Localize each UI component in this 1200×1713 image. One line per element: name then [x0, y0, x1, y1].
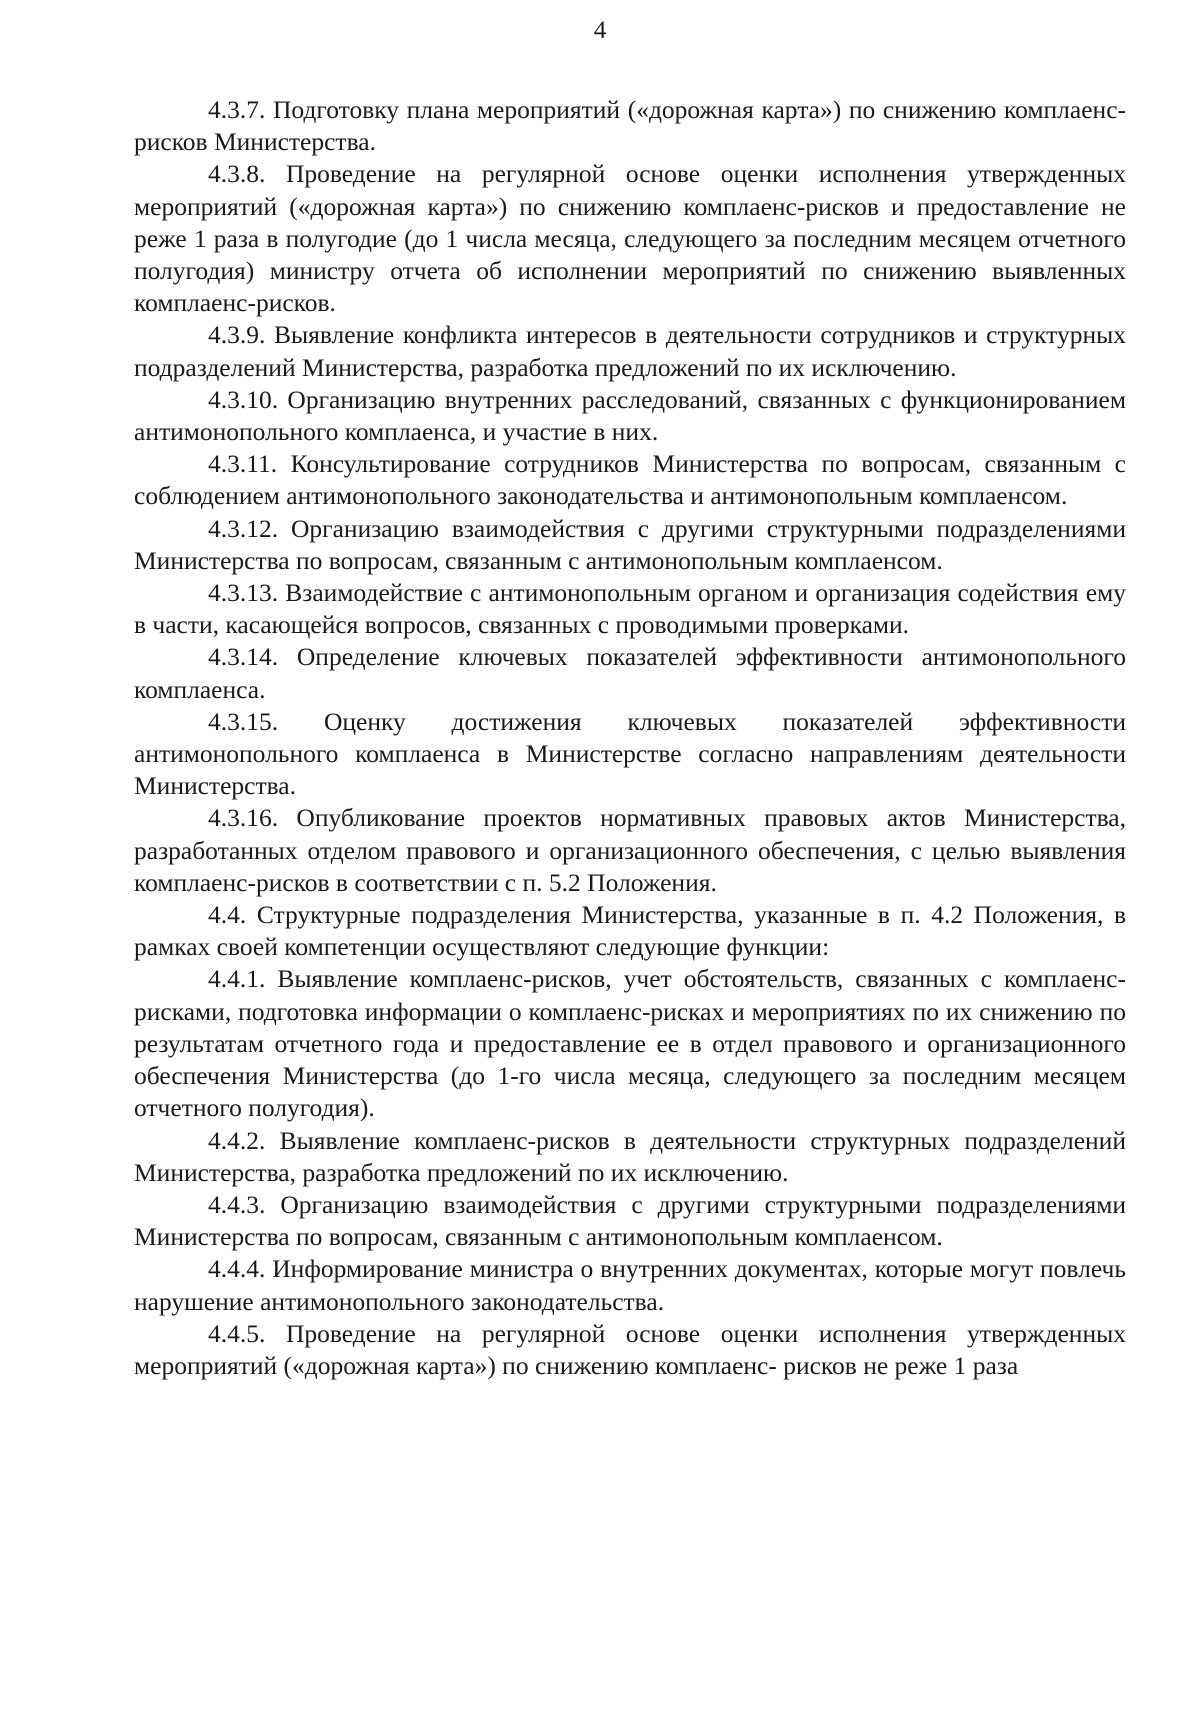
- paragraph-4-3-14: 4.3.14. Определение ключевых показателей эффективности антимонопольного комплаенса.: [134, 642, 1126, 704]
- paragraph-4-4-2: 4.4.2. Выявление комплаенс-рисков в деятельности структурных подразделений Министерства, разработка предложений по их исключению.: [134, 1125, 1126, 1187]
- paragraph-4-4-5: 4.4.5. Проведение на регулярной основе оценки исполнения утвержденных мероприятий («дорожная карта») по снижению комплаенс- рисков не реже 1 раза: [134, 1318, 1126, 1380]
- paragraph-4-4: 4.4. Структурные подразделения Министерства, указанные в п. 4.2 Положения, в рамках своей компетенции осуществляют следующие функции:: [134, 900, 1126, 962]
- paragraph-4-3-16: 4.3.16. Опубликование проектов нормативных правовых актов Министерства, разработанных отделом правового и организационного обеспечения, с целью выявления комплаенс-рисков в соответствии с п. 5.2 Положения.: [134, 803, 1126, 897]
- paragraph-4-3-9: 4.3.9. Выявление конфликта интересов в деятельности сотрудников и структурных подразделений Министерства, разработка предложений по их исключению.: [134, 320, 1126, 382]
- paragraph-4-3-7: 4.3.7. Подготовку плана мероприятий («дорожная карта») по снижению комплаенс-рисков Министерства.: [134, 95, 1126, 157]
- paragraph-4-3-11: 4.3.11. Консультирование сотрудников Министерства по вопросам, связанным с соблюдением антимонопольного законодательства и антимонопольным комплаенсом.: [134, 449, 1126, 511]
- paragraph-4-4-3: 4.4.3. Организацию взаимодействия с другими структурными подразделениями Министерства по вопросам, связанным с антимонопольным комплаенсом.: [134, 1189, 1126, 1252]
- paragraph-4-3-8: 4.3.8. Проведение на регулярной основе оценки исполнения утвержденных мероприятий («дорожная карта») по снижению комплаенс-рисков и предоставление не реже 1 раза в полугодие (до 1 числа месяца, следующего за последним месяцем отчетного полугодия) министру отчета об исполнении мероприятий по снижению выявленных комплаенс-рисков.: [134, 159, 1126, 318]
- document-body: [134, 94, 1126, 1382]
- paragraph-4-4-4: 4.4.4. Информирование министра о внутренних документах, которые могут повлечь нарушение антимонопольного законодательства.: [134, 1254, 1126, 1316]
- paragraph-4-3-13: 4.3.13. Взаимодействие с антимонопольным органом и организация содействия ему в части, касающейся вопросов, связанных с проводимыми проверками.: [134, 578, 1126, 640]
- page-number: 4: [593, 17, 607, 44]
- paragraph-4-4-1: 4.4.1. Выявление комплаенс-рисков, учет обстоятельств, связанных с комплаенс-рисками, подготовка информации о комплаенс-рисках и мероприятиях по их снижению по результатам отчетного года и предоставление ее в отдел правового и организационного обеспечения Министерства (до 1-го числа месяца, следующего за последним месяцем отчетного полугодия).: [134, 964, 1126, 1123]
- paragraph-4-3-15: 4.3.15. Оценку достижения ключевых показателей эффективности антимонопольного комплаенса в Министерстве согласно направлениям деятельности Министерства.: [134, 706, 1126, 801]
- paragraph-4-3-10: 4.3.10. Организацию внутренних расследований, связанных с функционированием антимонопольного комплаенса, и участие в них.: [134, 384, 1126, 447]
- paragraph-4-3-12: 4.3.12. Организацию взаимодействия с другими структурными подразделениями Министерства по вопросам, связанным с антимонопольным комплаенсом.: [134, 513, 1126, 575]
